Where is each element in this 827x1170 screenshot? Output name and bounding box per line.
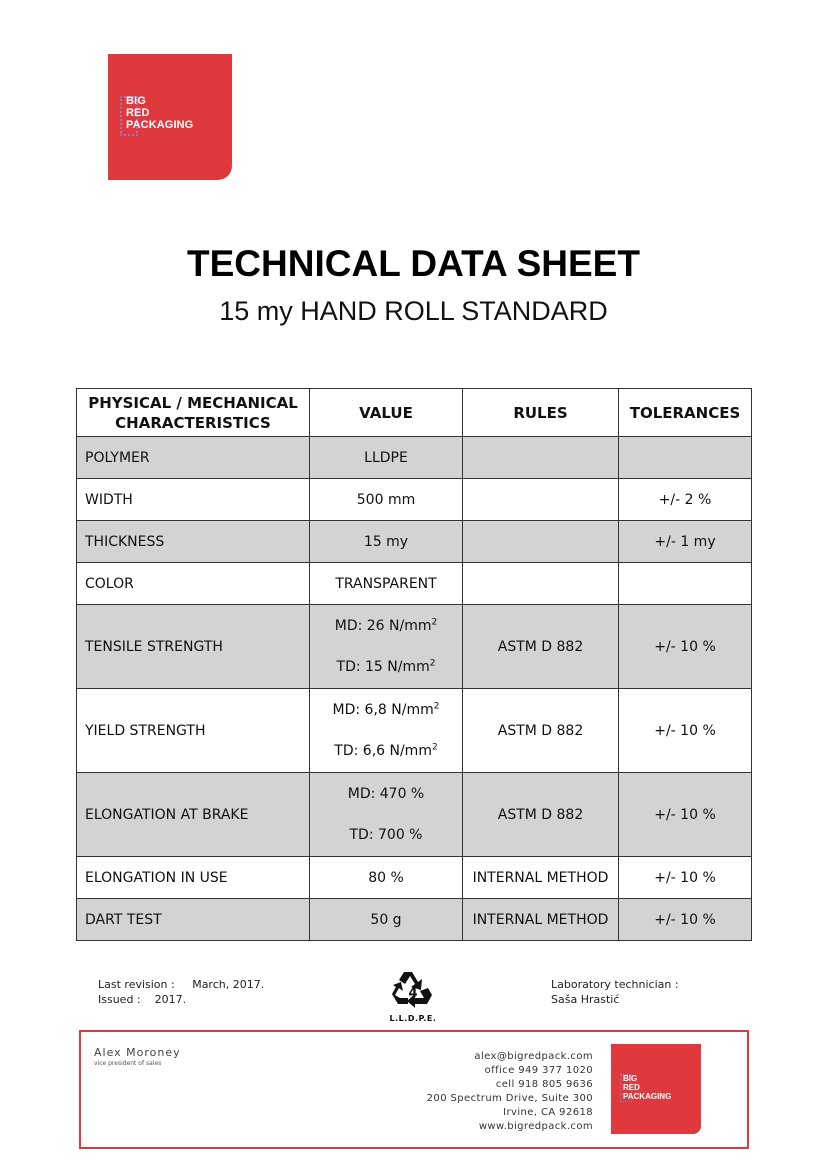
card-logo xyxy=(611,1044,701,1134)
card-logo-line-2: RED xyxy=(623,1083,640,1092)
spec-table xyxy=(76,388,752,941)
card-contacts xyxy=(427,1050,593,1134)
superscript: 2 xyxy=(431,741,438,752)
business-card xyxy=(79,1030,749,1149)
row-name: TENSILE STRENGTH xyxy=(77,605,310,689)
superscript: 2 xyxy=(433,700,440,711)
row-tolerance xyxy=(619,437,752,479)
value-td: TD: 6,6 $N/mm^2$ xyxy=(334,741,438,759)
row-rules: ASTM D 882 xyxy=(463,605,619,689)
technician-name: Saša Hrastić xyxy=(551,993,620,1006)
brand-logo xyxy=(108,54,232,180)
last-revision-label: Last revision : xyxy=(98,978,175,991)
revision-info xyxy=(98,977,264,1007)
row-rules xyxy=(463,437,619,479)
row-rules xyxy=(463,479,619,521)
row-value: 80 % xyxy=(310,857,463,899)
row-value: LLDPE xyxy=(310,437,463,479)
technician-info xyxy=(551,977,679,1007)
table-row xyxy=(77,773,752,857)
card-office-phone: office 949 377 1020 xyxy=(484,1065,593,1076)
row-name: WIDTH xyxy=(77,479,310,521)
row-tolerance: +/- 10 % xyxy=(619,899,752,941)
table-row xyxy=(77,437,752,479)
last-revision-value: March, 2017. xyxy=(192,978,265,991)
row-name: THICKNESS xyxy=(77,521,310,563)
row-value xyxy=(310,605,463,689)
card-address-line-2: Irvine, CA 92618 xyxy=(503,1107,593,1118)
row-tolerance: +/- 10 % xyxy=(619,773,752,857)
header-rules: RULES xyxy=(463,389,619,437)
recycle-caption: L.L.D.P.E. xyxy=(389,1014,437,1023)
logo-line-2: RED xyxy=(126,107,150,119)
table-row xyxy=(77,479,752,521)
row-name: ELONGATION AT BRAKE xyxy=(77,773,310,857)
issued xyxy=(98,992,264,1007)
value-md: MD: 6,8 $N/mm^2$ xyxy=(332,700,440,718)
card-person-name: Alex Moroney xyxy=(94,1046,181,1059)
recycle-icon xyxy=(390,968,436,1012)
row-tolerance xyxy=(619,563,752,605)
recycle-symbol xyxy=(385,968,441,1028)
row-name: ELONGATION IN USE xyxy=(77,857,310,899)
row-rules: ASTM D 882 xyxy=(463,773,619,857)
row-tolerance: +/- 10 % xyxy=(619,689,752,773)
logo-line-3: PACKAGING xyxy=(126,119,194,131)
recycle-number: 4 xyxy=(408,986,418,1001)
card-address-line-1: 200 Spectrum Drive, Suite 300 xyxy=(426,1093,593,1104)
row-tolerance: +/- 10 % xyxy=(619,857,752,899)
card-website[interactable]: www.bigredpack.com xyxy=(478,1121,593,1132)
row-tolerance: +/- 10 % xyxy=(619,605,752,689)
table-header-row xyxy=(77,389,752,437)
card-person-role: vice president of sales xyxy=(94,1060,162,1067)
value-md: MD: 26 $N/mm^2$ xyxy=(334,616,438,634)
header-value: VALUE xyxy=(310,389,463,437)
page-title: TECHNICAL DATA SHEET xyxy=(187,243,640,284)
card-logo-line-3: PACKAGING xyxy=(623,1092,672,1101)
row-value: 15 my xyxy=(310,521,463,563)
row-value xyxy=(310,773,463,857)
value-md: MD: 470 % xyxy=(347,785,425,802)
logo-line-1: BIG xyxy=(126,95,146,107)
logo-text xyxy=(126,95,230,131)
value-td: TD: 15 $N/mm^2$ xyxy=(336,657,436,675)
superscript: 2 xyxy=(429,657,436,668)
header-characteristics: PHYSICAL / MECHANICAL CHARACTERISTICS xyxy=(77,389,310,437)
row-rules: INTERNAL METHOD xyxy=(463,857,619,899)
row-name: POLYMER xyxy=(77,437,310,479)
page-subtitle: 15 my HAND ROLL STANDARD xyxy=(219,296,608,326)
row-name: COLOR xyxy=(77,563,310,605)
row-rules xyxy=(463,563,619,605)
technician-label: Laboratory technician : xyxy=(551,978,679,991)
superscript: 2 xyxy=(431,616,438,627)
row-tolerance: +/- 2 % xyxy=(619,479,752,521)
row-value: TRANSPARENT xyxy=(310,563,463,605)
table-row xyxy=(77,563,752,605)
issued-label: Issued : xyxy=(98,993,141,1006)
row-name: YIELD STRENGTH xyxy=(77,689,310,773)
row-value xyxy=(310,689,463,773)
header-tolerances: TOLERANCES xyxy=(619,389,752,437)
row-name: DART TEST xyxy=(77,899,310,941)
row-tolerance: +/- 1 my xyxy=(619,521,752,563)
card-cell-phone: cell 918 805 9636 xyxy=(495,1079,593,1090)
issued-value: 2017. xyxy=(154,993,187,1006)
row-value: 500 mm xyxy=(310,479,463,521)
table-row xyxy=(77,521,752,563)
last-revision xyxy=(98,977,264,992)
row-rules: ASTM D 882 xyxy=(463,689,619,773)
card-person xyxy=(94,1046,181,1067)
table-row xyxy=(77,857,752,899)
row-value: 50 g xyxy=(310,899,463,941)
card-email[interactable]: alex@bigredpack.com xyxy=(474,1051,593,1062)
value-td: TD: 700 % xyxy=(349,826,423,843)
table-row xyxy=(77,899,752,941)
card-logo-line-1: BIG xyxy=(623,1074,638,1083)
table-row xyxy=(77,689,752,773)
table-row xyxy=(77,605,752,689)
row-rules: INTERNAL METHOD xyxy=(463,899,619,941)
card-logo-text xyxy=(623,1074,701,1101)
row-rules xyxy=(463,521,619,563)
